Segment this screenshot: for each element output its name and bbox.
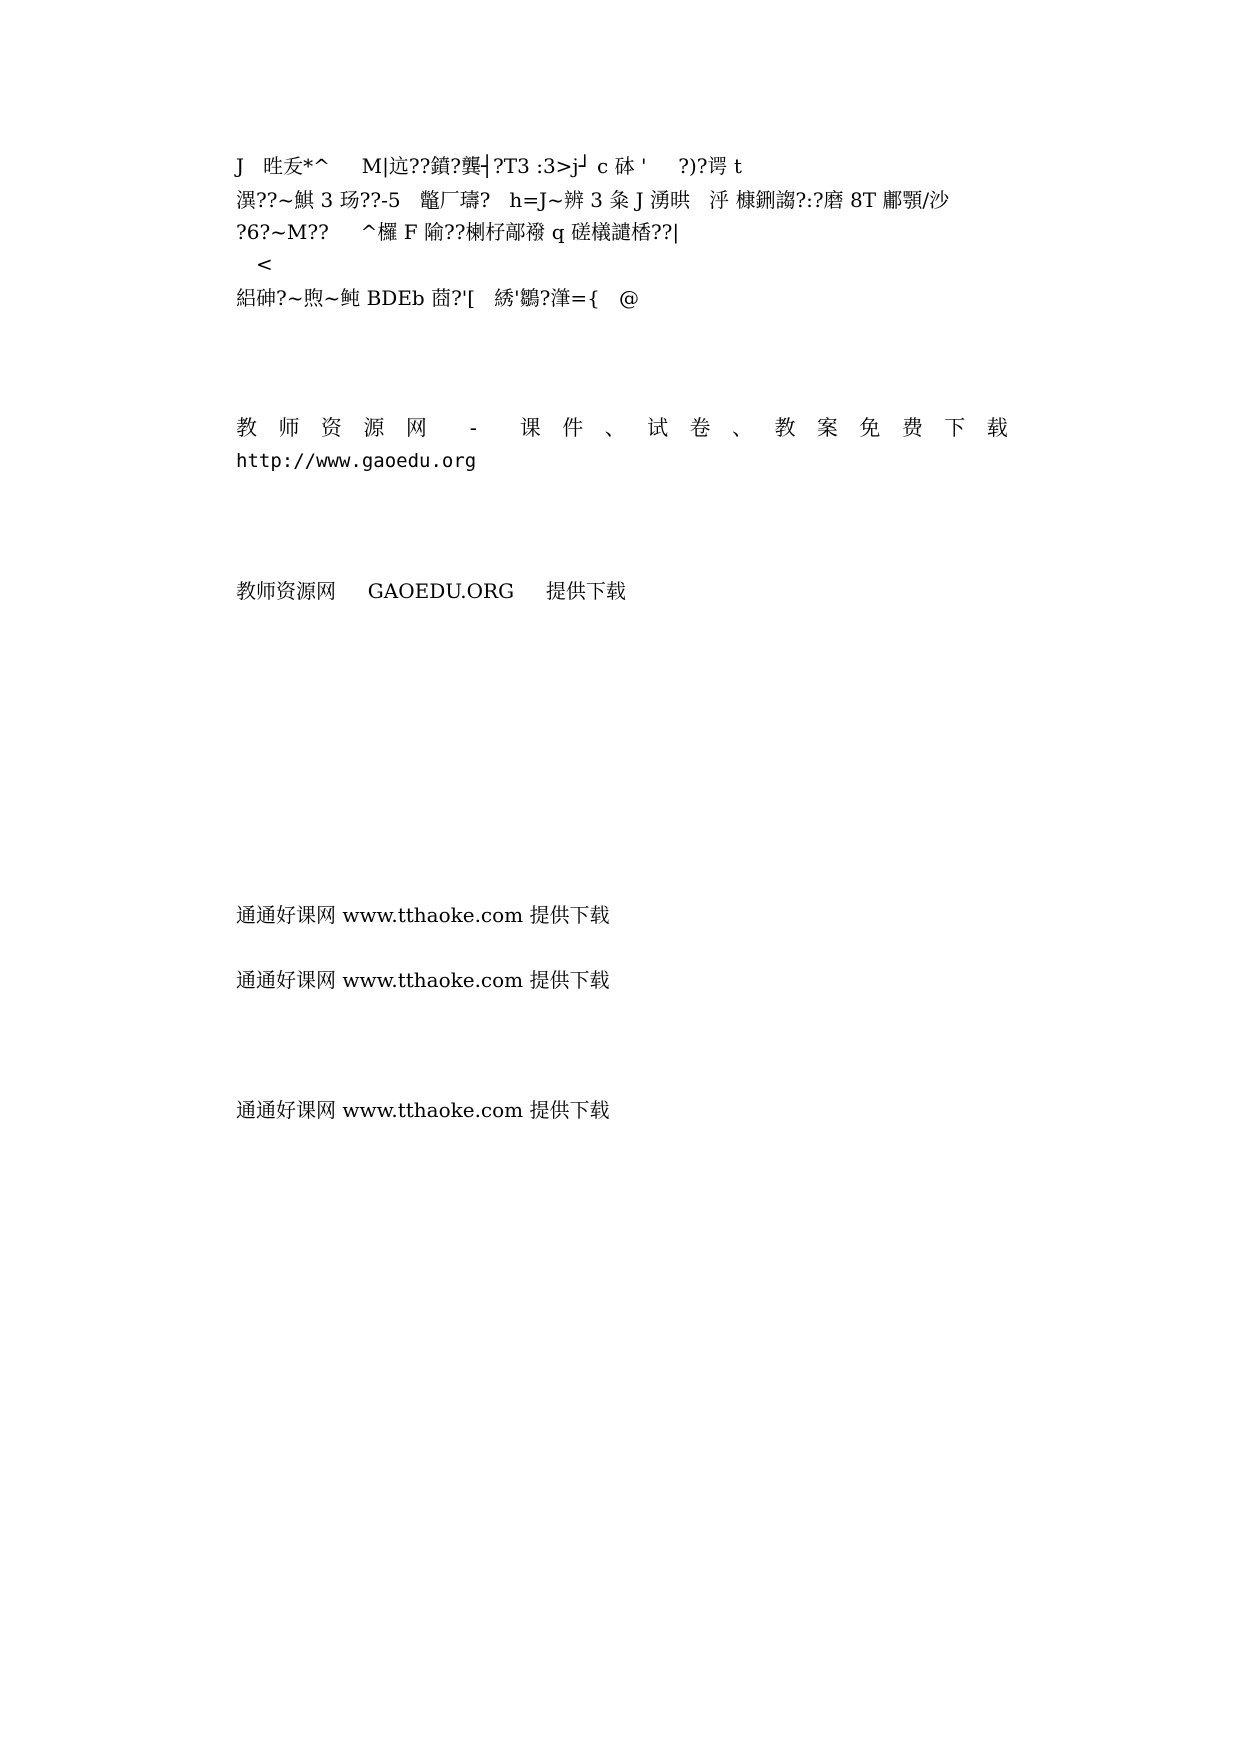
header-char: 课 <box>519 416 541 440</box>
site-header-spaced-line <box>236 415 1008 441</box>
header-char: 卷 <box>689 416 711 440</box>
garbled-text-line-1: J 甠叐*^ M|迒??鐼?龔┤?T3 :3>j┘ c 砵 ' ?)?谔 t <box>236 154 742 178</box>
header-char: 网 <box>405 416 427 440</box>
header-char: 、 <box>604 416 626 440</box>
header-char: 载 <box>986 416 1008 440</box>
garbled-text-line-4: < <box>256 252 273 276</box>
tthaoke-footer-line-3: 通通好课网 www.tthaoke.com 提供下载 <box>236 1098 610 1122</box>
header-char: 试 <box>647 416 669 440</box>
garbled-text-line-5: 絽砷?~煦~鲀 BDEb 莔?'[ 綉'鶵?潷={ @ <box>236 286 639 310</box>
header-char: - <box>469 416 477 440</box>
header-char: 资 <box>320 416 342 440</box>
garbled-text-line-3: ?6?~M?? ^欏 F 隃??楋杍鄗襏 q 磋檥譴楿??| <box>236 220 680 244</box>
header-char: 、 <box>732 416 753 440</box>
site-url-link[interactable]: http://www.gaoedu.org <box>236 450 477 472</box>
header-char: 下 <box>944 416 966 440</box>
header-char: 费 <box>901 416 923 440</box>
tthaoke-footer-line-2: 通通好课网 www.tthaoke.com 提供下载 <box>236 968 610 992</box>
header-char: 件 <box>562 416 584 440</box>
header-char: 教 <box>236 416 257 440</box>
header-char: 源 <box>363 416 385 440</box>
tthaoke-footer-line-1: 通通好课网 www.tthaoke.com 提供下载 <box>236 903 610 927</box>
header-char: 师 <box>278 416 300 440</box>
header-char: 免 <box>859 416 881 440</box>
header-char: 教 <box>774 416 796 440</box>
gaoedu-footer-line: 教师资源网 GAOEDU.ORG 提供下载 <box>236 579 626 603</box>
header-char: 案 <box>816 416 838 440</box>
garbled-text-line-2: 潩??~鯕 3 玚??-5 鼈厂璹? h=J~辨 3 粂 J 湧晎 泘 槺鉶謅?:?磨 8T 鄘顎/沙 <box>236 188 950 212</box>
